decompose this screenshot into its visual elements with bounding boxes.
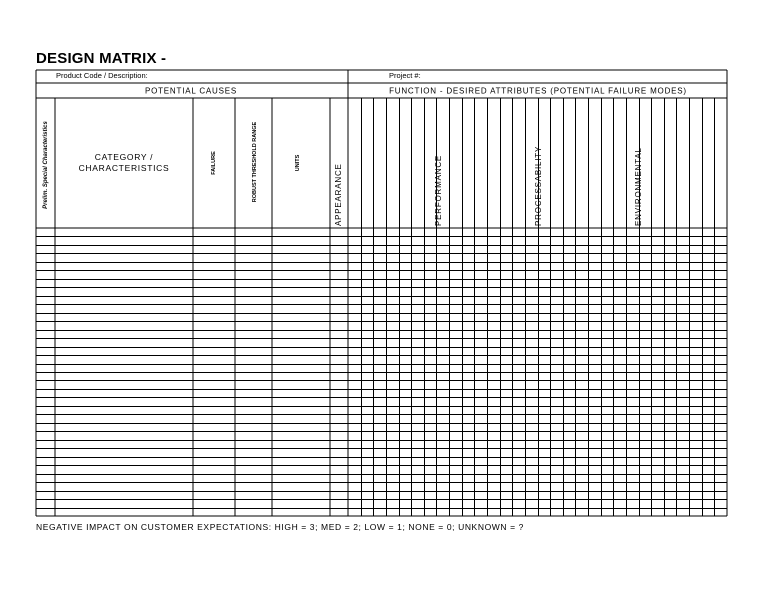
- potential-causes-header: POTENTIAL CAUSES: [144, 86, 238, 96]
- category-label-line1: CATEGORY /: [94, 152, 154, 162]
- environmental-group-label: ENVIRONMENTAL: [634, 147, 643, 226]
- table-grid: [36, 70, 727, 516]
- category-label-line2: CHARACTERISTICS: [78, 163, 170, 173]
- failure-label: FAILURE: [211, 151, 217, 175]
- performance-group-label: PERFORMANCE: [434, 154, 443, 226]
- processability-group-label: PROCESSABILITY: [534, 145, 543, 226]
- robust-threshold-range-label: ROBUST THRESHOLD RANGE: [252, 121, 258, 203]
- project-number-label: Project #:: [389, 71, 421, 80]
- product-code-label: Product Code / Description:: [56, 71, 148, 80]
- impact-legend: NEGATIVE IMPACT ON CUSTOMER EXPECTATIONS: HIGH = 3; MED = 2; LOW = 1; NONE = 0; UNKNOWN = ?: [36, 522, 524, 532]
- page-title: DESIGN MATRIX -: [36, 50, 167, 67]
- function-attributes-header: FUNCTION - DESIRED ATTRIBUTES (POTENTIAL FAILURE MODES): [389, 86, 687, 96]
- prelim-special-characteristics-label: Prelim. Special Characteristics: [43, 121, 49, 209]
- units-label: UNITS: [295, 154, 301, 172]
- appearance-group-label: APPEARANCE: [334, 163, 343, 226]
